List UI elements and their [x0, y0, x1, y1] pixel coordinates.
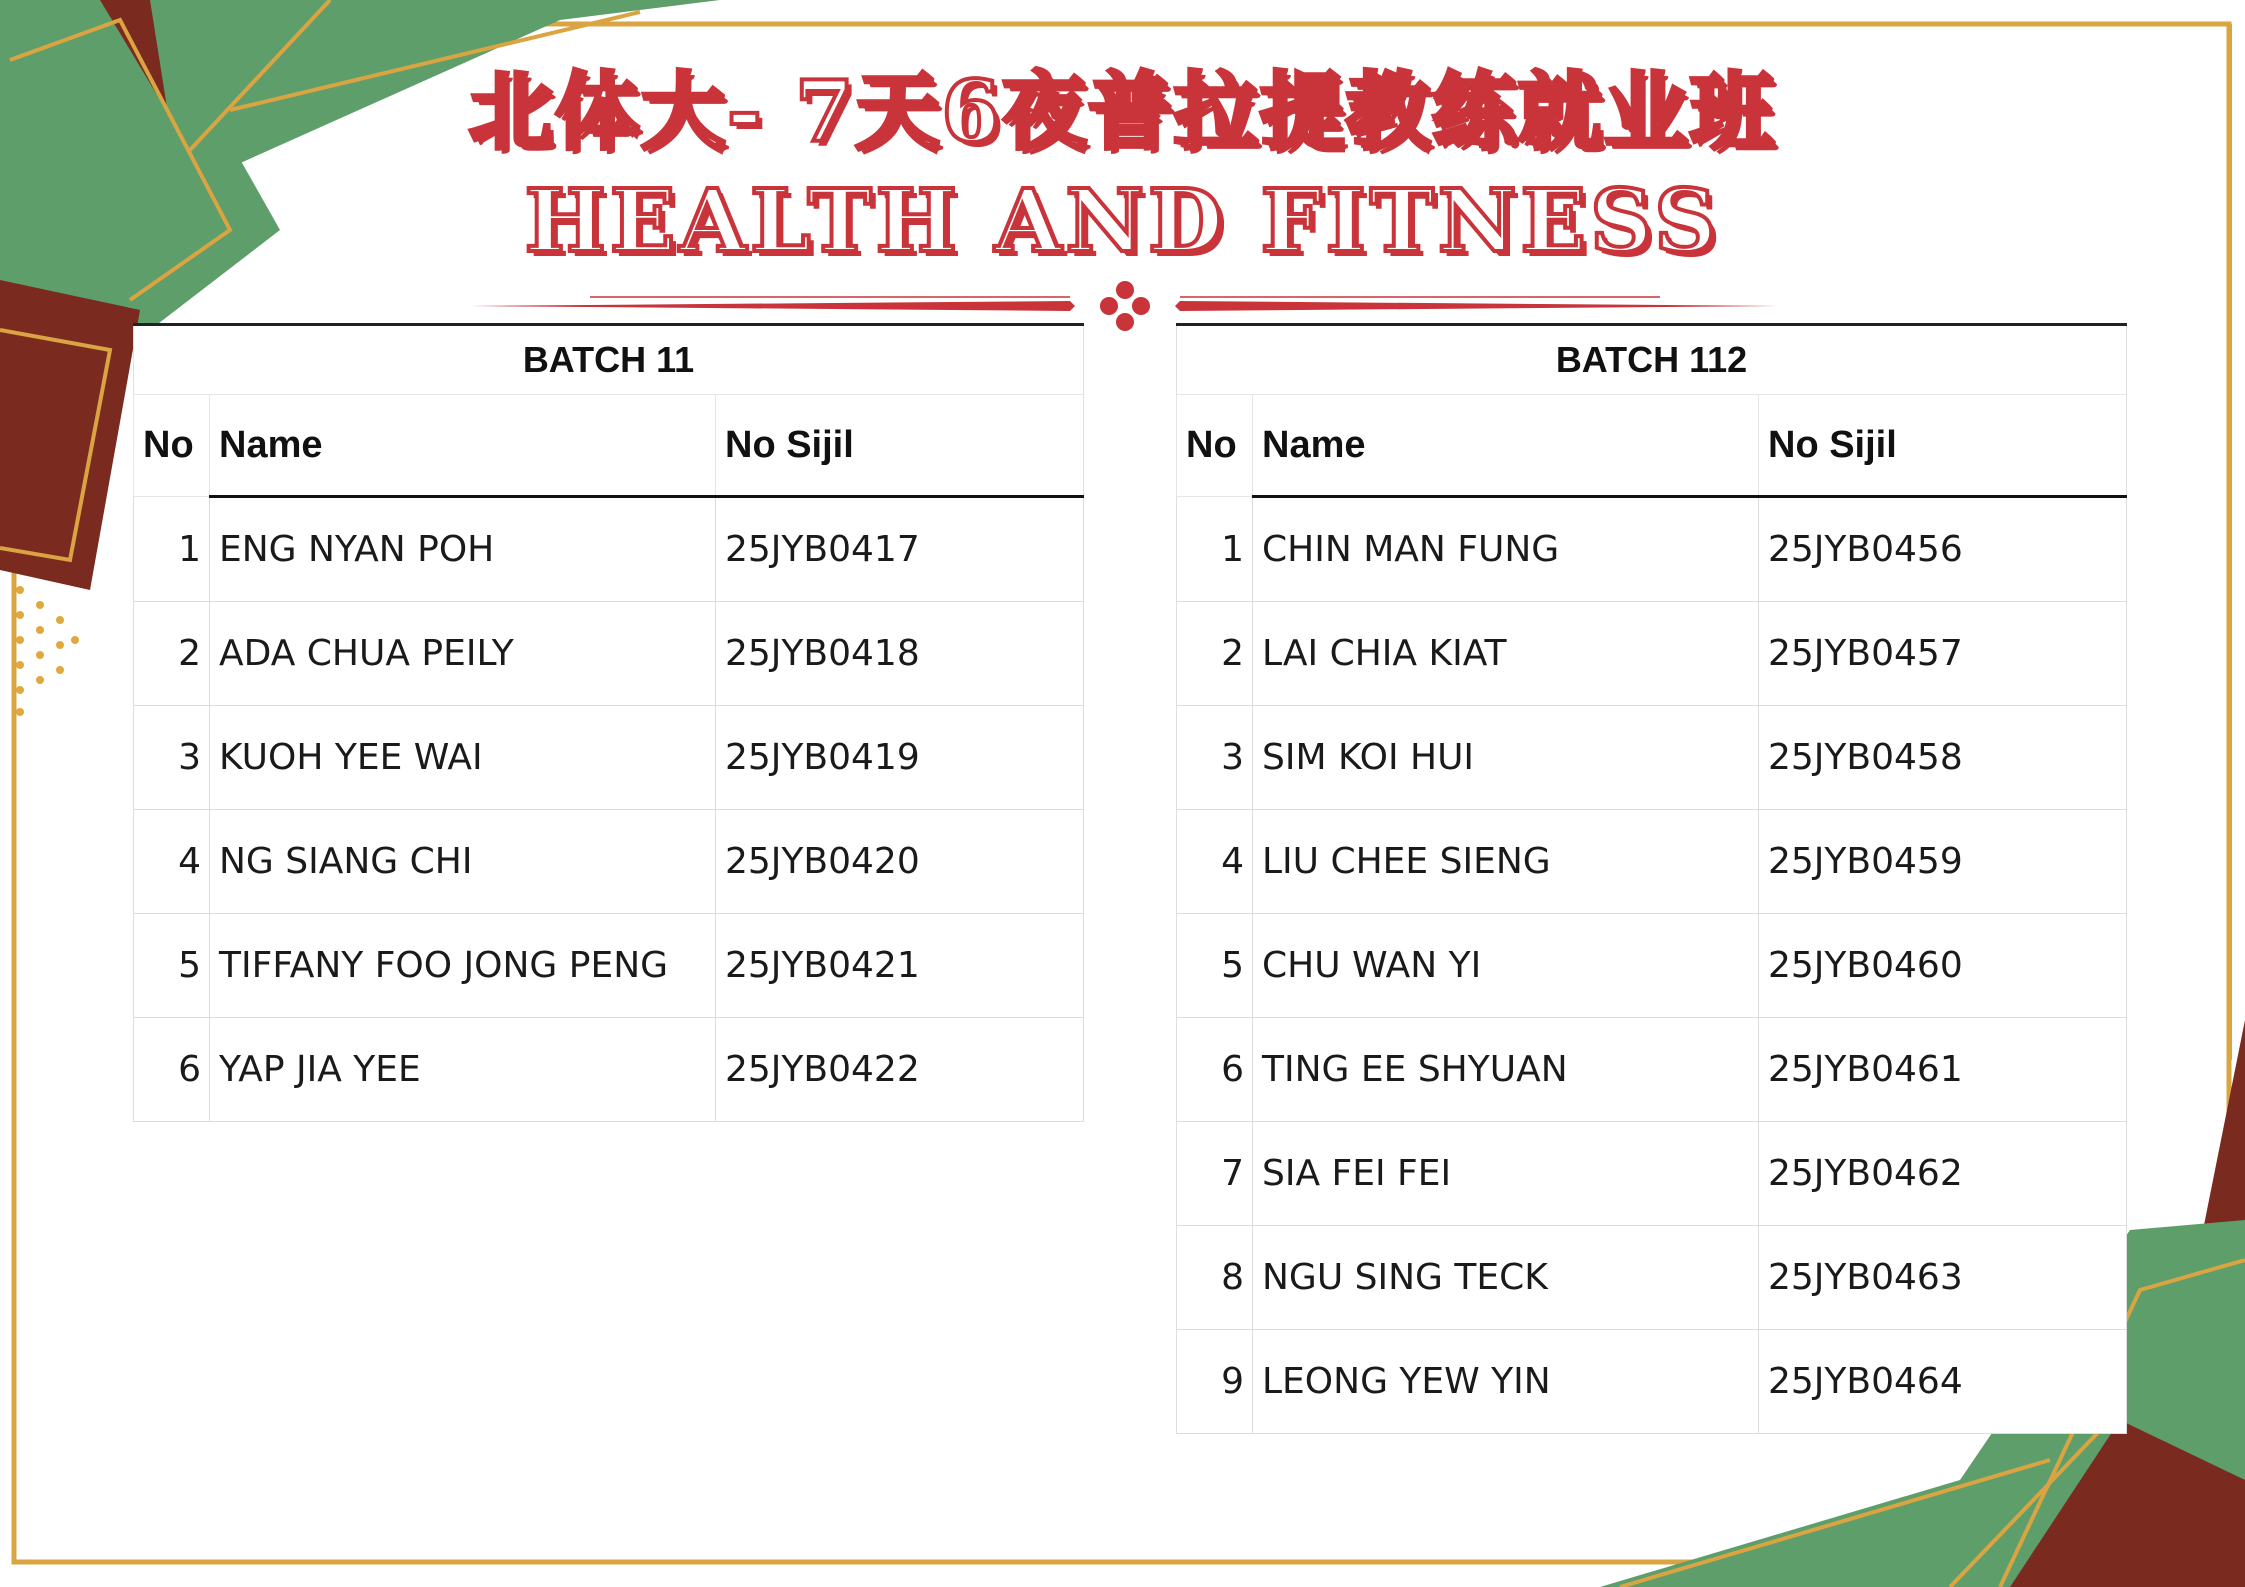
row-name: TING EE SHYUAN: [1253, 1018, 1759, 1122]
batch-label: BATCH 11: [134, 325, 1084, 395]
row-name: KUOH YEE WAI: [210, 706, 716, 810]
row-sijil: 25JYB0421: [716, 914, 1084, 1018]
row-no: 4: [134, 810, 210, 914]
row-sijil: 25JYB0419: [716, 706, 1084, 810]
row-no: 1: [134, 497, 210, 602]
row-no: 3: [134, 706, 210, 810]
row-name: YAP JIA YEE: [210, 1018, 716, 1122]
row-name: LIU CHEE SIENG: [1253, 810, 1759, 914]
row-no: 5: [134, 914, 210, 1018]
row-sijil: 25JYB0418: [716, 602, 1084, 706]
flower-ornament-icon: [1100, 281, 1150, 331]
row-name: SIM KOI HUI: [1253, 706, 1759, 810]
row-no: 2: [134, 602, 210, 706]
row-no: 8: [1177, 1226, 1253, 1330]
table-row: [134, 706, 1084, 810]
table-row: [1177, 497, 2127, 602]
row-sijil: 25JYB0417: [716, 497, 1084, 602]
batch-table-right: [1176, 323, 2127, 1434]
row-name: NG SIANG CHI: [210, 810, 716, 914]
row-name: LEONG YEW YIN: [1253, 1330, 1759, 1434]
row-no: 7: [1177, 1122, 1253, 1226]
row-sijil: 25JYB0457: [1759, 602, 2127, 706]
column-header-sijil: No Sijil: [716, 395, 1084, 497]
row-name: CHU WAN YI: [1253, 914, 1759, 1018]
table-row: [134, 810, 1084, 914]
row-name: SIA FEI FEI: [1253, 1122, 1759, 1226]
row-no: 6: [134, 1018, 210, 1122]
row-sijil: 25JYB0420: [716, 810, 1084, 914]
row-sijil: 25JYB0459: [1759, 810, 2127, 914]
table-row: [1177, 914, 2127, 1018]
table-row: [1177, 1330, 2127, 1434]
dot-pattern: [16, 586, 79, 716]
row-sijil: 25JYB0458: [1759, 706, 2127, 810]
table-row: [1177, 1018, 2127, 1122]
row-name: TIFFANY FOO JONG PENG: [210, 914, 716, 1018]
table-row: [134, 1018, 1084, 1122]
row-name: NGU SING TECK: [1253, 1226, 1759, 1330]
title-chinese: 北体大- 7天6夜普拉提教练就业班: [468, 62, 1776, 161]
row-sijil: 25JYB0461: [1759, 1018, 2127, 1122]
batch-label: BATCH 112: [1177, 325, 2127, 395]
row-sijil: 25JYB0460: [1759, 914, 2127, 1018]
table-row: [1177, 810, 2127, 914]
row-no: 6: [1177, 1018, 1253, 1122]
table-row: [134, 914, 1084, 1018]
row-no: 1: [1177, 497, 1253, 602]
table-row: [1177, 1226, 2127, 1330]
row-sijil: 25JYB0456: [1759, 497, 2127, 602]
row-sijil: 25JYB0462: [1759, 1122, 2127, 1226]
row-no: 9: [1177, 1330, 1253, 1434]
row-name: LAI CHIA KIAT: [1253, 602, 1759, 706]
row-no: 2: [1177, 602, 1253, 706]
row-name: ADA CHUA PEILY: [210, 602, 716, 706]
left-maroon-square: [0, 280, 140, 590]
table-row: [1177, 1122, 2127, 1226]
table-row: [1177, 706, 2127, 810]
column-header-no: No: [1177, 395, 1253, 497]
row-no: 5: [1177, 914, 1253, 1018]
row-no: 4: [1177, 810, 1253, 914]
row-name: CHIN MAN FUNG: [1253, 497, 1759, 602]
column-header-name: Name: [1253, 395, 1759, 497]
column-header-no: No: [134, 395, 210, 497]
table-row: [134, 602, 1084, 706]
row-sijil: 25JYB0464: [1759, 1330, 2127, 1434]
row-name: ENG NYAN POH: [210, 497, 716, 602]
column-header-name: Name: [210, 395, 716, 497]
table-row: [134, 497, 1084, 602]
table-row: [1177, 602, 2127, 706]
batch-table-left: [133, 323, 1084, 1122]
row-sijil: 25JYB0463: [1759, 1226, 2127, 1330]
row-no: 3: [1177, 706, 1253, 810]
title-english: HEALTH AND FITNESS: [524, 171, 1721, 272]
row-sijil: 25JYB0422: [716, 1018, 1084, 1122]
column-header-sijil: No Sijil: [1759, 395, 2127, 497]
